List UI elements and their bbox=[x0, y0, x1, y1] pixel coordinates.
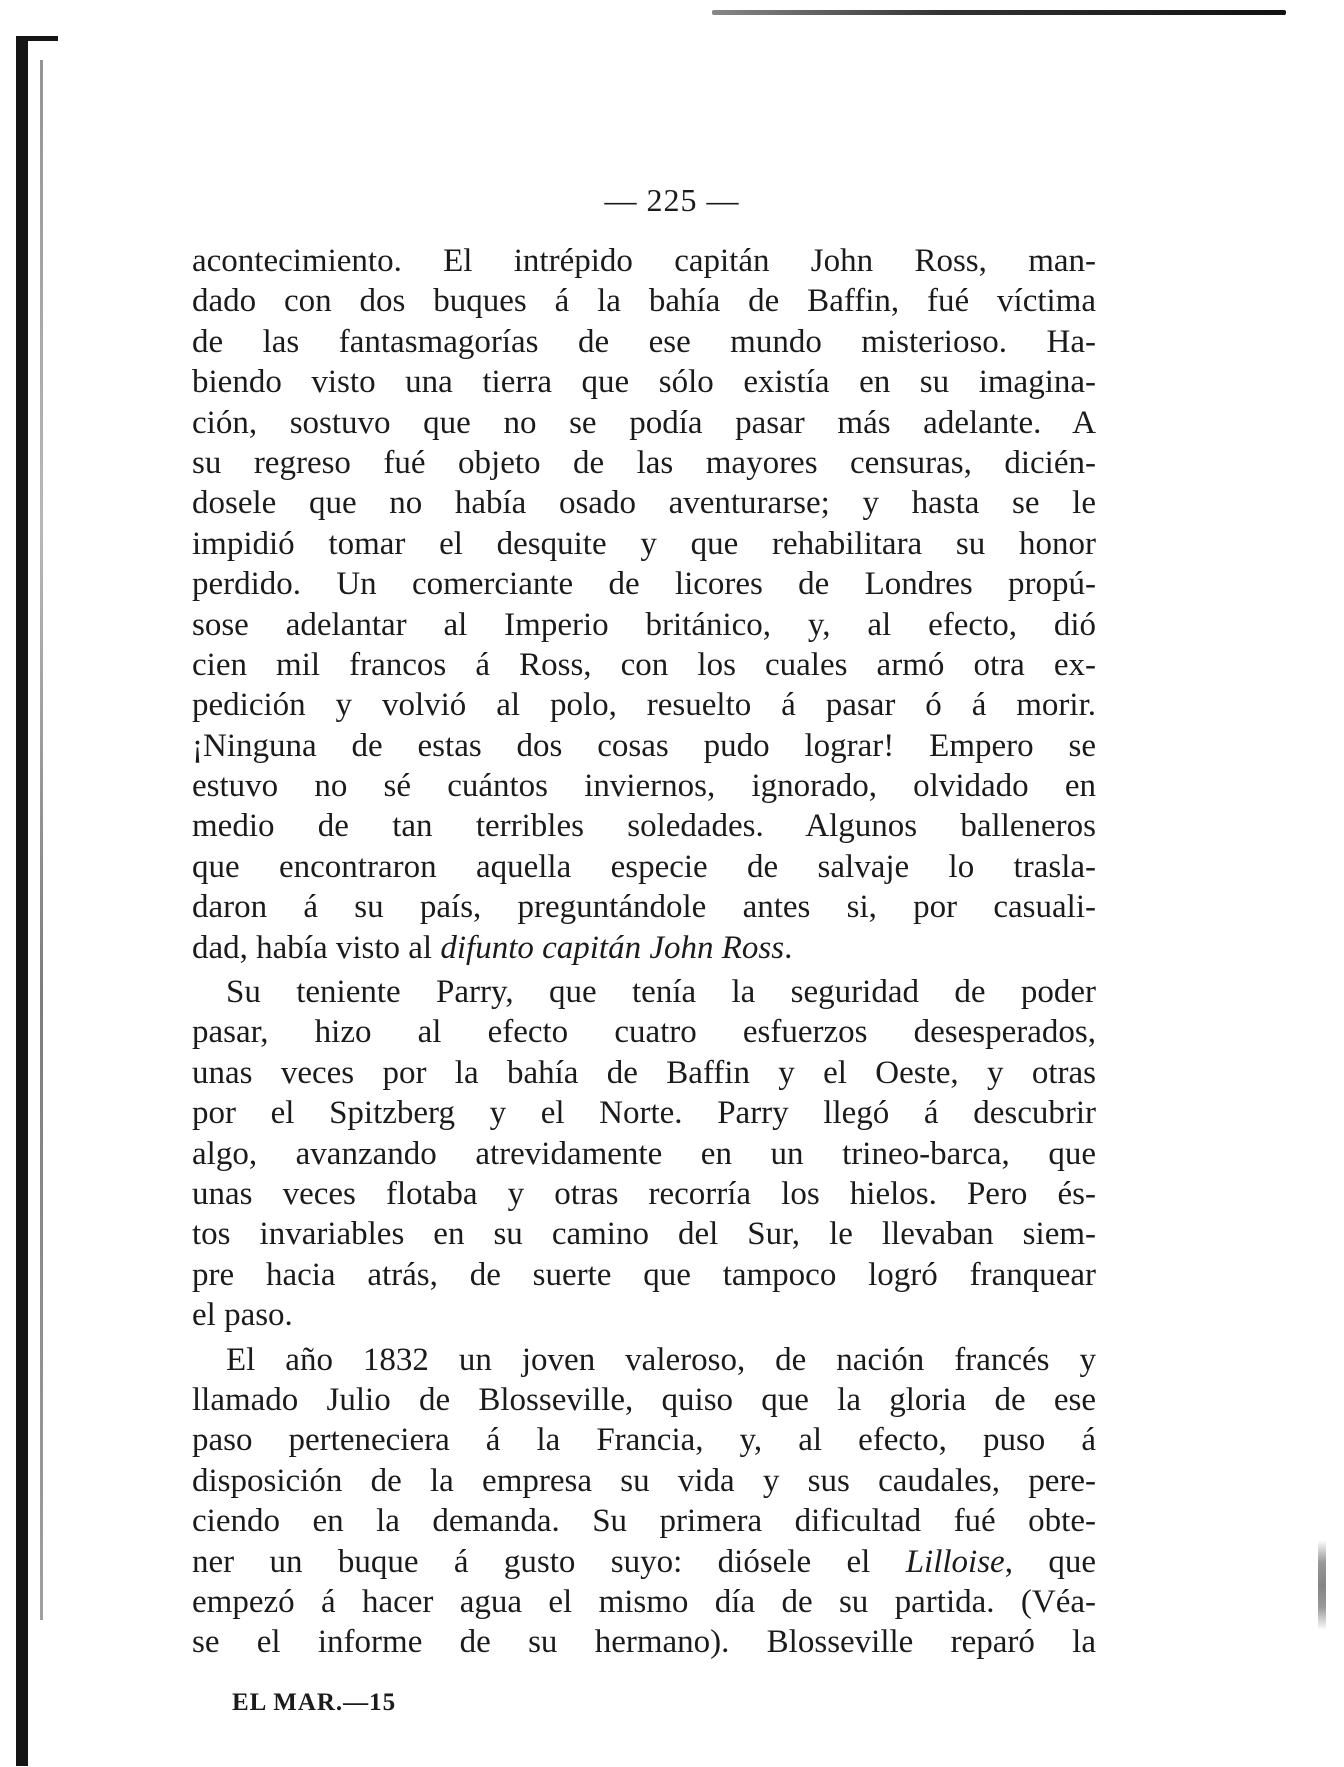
text-line: que encontraron aquella especie de salvaje lo trasla- bbox=[192, 848, 1096, 885]
text-line: de las fantasmagorías de ese mundo misterioso. Ha- bbox=[192, 323, 1096, 360]
text-line: su regreso fué objeto de las mayores censuras, dicién- bbox=[192, 444, 1096, 481]
text-line: cien mil francos á Ross, con los cuales armó otra ex- bbox=[192, 646, 1096, 683]
text-line: empezó á hacer agua el mismo día de su partida. (Véa- bbox=[192, 1583, 1096, 1620]
text-run: . bbox=[784, 929, 793, 966]
text-run: dad, había visto al bbox=[192, 929, 441, 966]
text-line: sose adelantar al Imperio británico, y, al efecto, dió bbox=[192, 606, 1096, 643]
text-line: ciendo en la demanda. Su primera dificultad fué obte- bbox=[192, 1503, 1096, 1540]
text-line bbox=[192, 1542, 1096, 1582]
body-text bbox=[192, 241, 1096, 1663]
text-line: ción, sostuvo que no se podía pasar más adelante. A bbox=[192, 404, 1096, 441]
page-number: — 225 — bbox=[604, 182, 740, 218]
text-line: Su teniente Parry, que tenía la seguridad de poder bbox=[226, 974, 1096, 1011]
text-line: acontecimiento. El intrépido capitán John Ross, man- bbox=[192, 243, 1096, 279]
paragraph bbox=[192, 972, 1096, 1336]
italic-text: Lilloise bbox=[905, 1543, 1005, 1580]
scan-left-shadow bbox=[40, 60, 43, 1620]
text-line: estuvo no sé cuántos inviernos, ignorado, olvidado en bbox=[192, 768, 1096, 805]
text-line: el paso. bbox=[192, 1297, 293, 1334]
text-line: medio de tan terribles soledades. Algunos balleneros bbox=[192, 808, 1096, 845]
text-line: llamado Julio de Blosseville, quiso que la gloria de ese bbox=[192, 1381, 1096, 1418]
text-line: impidió tomar el desquite y que rehabilitara su honor bbox=[192, 525, 1096, 562]
text-run: ner un buque á gusto suyo: diósele el bbox=[192, 1543, 906, 1580]
text-line: disposición de la empresa su vida y sus caudales, pere- bbox=[192, 1462, 1096, 1499]
text-line: unas veces flotaba y otras recorría los hielos. Pero és- bbox=[192, 1175, 1096, 1212]
text-line: algo, avanzando atrevidamente en un trineo-barca, que bbox=[192, 1135, 1096, 1172]
paragraph bbox=[192, 1340, 1096, 1663]
scan-right-smudge bbox=[1318, 1540, 1326, 1630]
scan-top-rule bbox=[712, 10, 1286, 15]
text-line: pre hacia atrás, de suerte que tampoco logró franquear bbox=[192, 1256, 1096, 1293]
text-line: tos invariables en su camino del Sur, le llevaban siem- bbox=[192, 1216, 1096, 1253]
text-line: se el informe de su hermano). Blosseville reparó la bbox=[192, 1624, 1096, 1661]
text-line: ¡Ninguna de estas dos cosas pudo lograr! Empero se bbox=[192, 727, 1096, 764]
text-line: unas veces por la bahía de Baffin y el Oeste, y otras bbox=[192, 1054, 1096, 1091]
paragraph bbox=[192, 241, 1096, 968]
text-line: por el Spitzberg y el Norte. Parry llegó á descubrir bbox=[192, 1095, 1096, 1132]
text-line: paso perteneciera á la Francia, y, al efecto, puso á bbox=[192, 1422, 1096, 1459]
text-line: daron á su país, preguntándole antes si, por casuali- bbox=[192, 889, 1096, 926]
scan-left-edge bbox=[16, 36, 28, 1766]
text-line: dado con dos buques á la bahía de Baffin, fué víctima bbox=[192, 283, 1096, 320]
text-line bbox=[192, 928, 1096, 968]
text-line: pasar, hizo al efecto cuatro esfuerzos desesperados, bbox=[192, 1014, 1096, 1051]
italic-text: difunto capitán John Ross bbox=[440, 929, 785, 966]
text-line: El año 1832 un joven valeroso, de nación francés y bbox=[226, 1341, 1096, 1378]
text-line: pedición y volvió al polo, resuelto á pasar ó á morir. bbox=[192, 687, 1096, 724]
text-line: perdido. Un comerciante de licores de Londres propú- bbox=[192, 566, 1096, 603]
text-run: , que bbox=[1004, 1543, 1096, 1580]
printer-signature: EL MAR.—15 bbox=[232, 1689, 397, 1716]
text-line: dosele que no había osado aventurarse; y hasta se le bbox=[192, 485, 1096, 522]
text-line: biendo visto una tierra que sólo existía en su imagina- bbox=[192, 364, 1096, 401]
